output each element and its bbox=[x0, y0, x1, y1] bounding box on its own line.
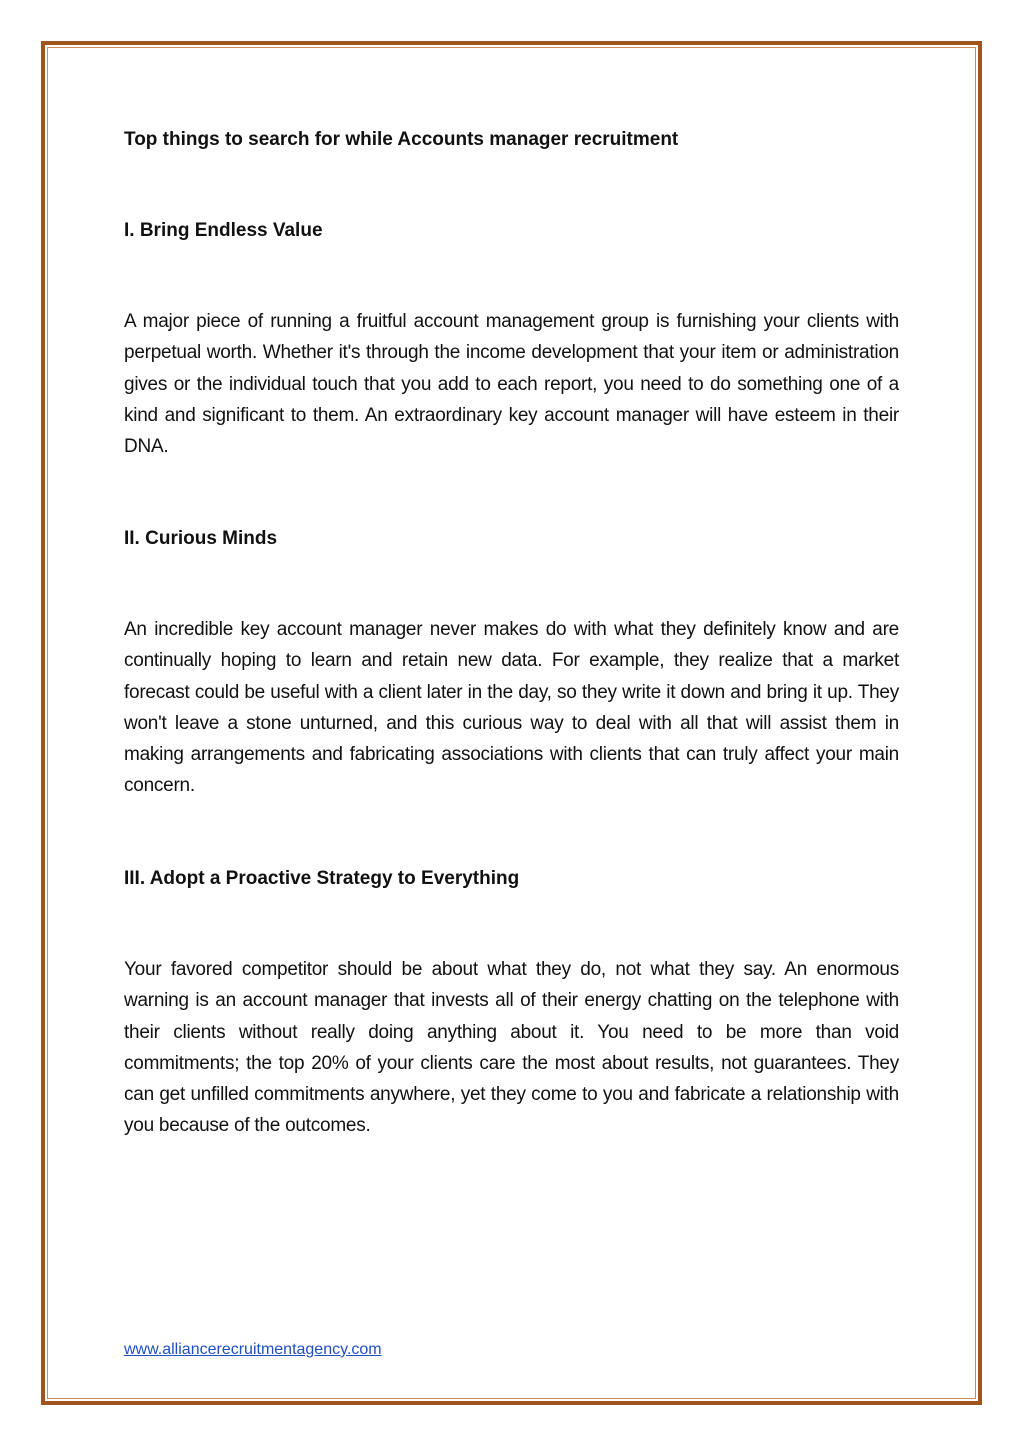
section-heading-2: II. Curious Minds bbox=[124, 528, 278, 549]
section-heading-3: III. Adopt a Proactive Strategy to Everything bbox=[124, 868, 520, 889]
section-paragraph-1: A major piece of running a fruitful account management group is furnishing your clients with perpetual worth. Whether it's through the income development that your item or administration gives or the individual touch that you add to each report, you need to do something one of a kind and significant to them. An extraordinary key account manager will have esteem in their DNA. bbox=[124, 311, 899, 458]
document-title: Top things to search for while Accounts manager recruitment bbox=[124, 129, 679, 150]
section-paragraph-3: Your favored competitor should be about what they do, not what they say. An enormous warning is an account manager that invests all of their energy chatting on the telephone with their clients without really doing anything about it. You need to be more than void commitments; the top 20% of your clients care the most about results, not guarantees. They can get unfilled commitments anywhere, yet they come to you and fabricate a relationship with you because of the outcomes. bbox=[124, 959, 899, 1137]
footer-website-link[interactable]: www.alliancerecruitmentagency.com bbox=[124, 1341, 382, 1358]
section-heading-1: I. Bring Endless Value bbox=[124, 220, 323, 241]
section-paragraph-2: An incredible key account manager never makes do with what they definitely know and are continually hoping to learn and retain new data. For example, they realize that a market forecast could be useful with a client later in the day, so they write it down and bring it up. They won't leave a stone unturned, and this curious way to deal with all that will assist them in making arrangements and fabricating associations with clients that can truly affect your main concern. bbox=[124, 619, 899, 797]
